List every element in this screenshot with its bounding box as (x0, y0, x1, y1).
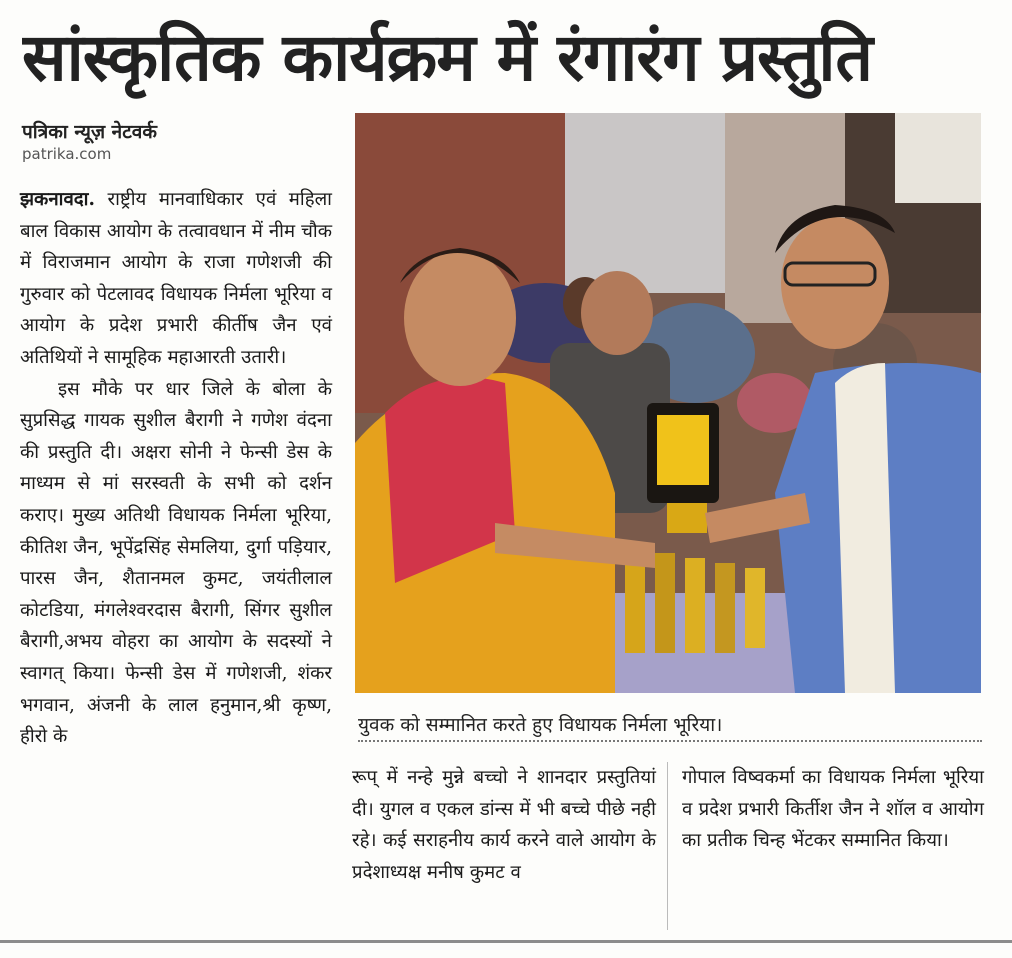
article-paragraph-1 (20, 184, 332, 374)
news-photo (355, 113, 981, 693)
headline: सांस्कृतिक कार्यक्रम में रंगारंग प्रस्तुति (22, 19, 873, 96)
article-column-middle (352, 762, 656, 888)
article-paragraph-2: इस मौके पर धार जिले के बोला के सुप्रसिद्ध गायक सुशील बैरागी ने गणेश वंदना की प्रस्तुति दी। अक्षरा सोनी ने फेन्सी डेस के माध्यम से मां सरस्वती के सभी को दर्शन कराए। मुख्य अतिथी विधायक निर्मला भूरिया, कीतिश जैन, भूपेंद्रसिंह सेमलिया, दुर्गा पड़ियार, पारस जैन, शैतानमल कुमट, जयंतीलाल कोटडिया, मंगलेश्वरदास बैरागी, सिंगर सुशील बैरागी,अभय वोहरा का आयोग के सदस्यों ने स्वागत् किया। फेन्सी डेस में गणेशजी, शंकर भगवान, अंजनी के लाल हनुमान,श्री कृष्ण, हीरो के (20, 378, 332, 748)
article-column-left (20, 184, 332, 753)
byline-site: patrika.com (22, 145, 112, 163)
photo-illustration (355, 113, 981, 693)
column-divider (667, 762, 668, 930)
byline-source: पत्रिका न्यूज़ नेटवर्क (22, 121, 157, 143)
column-middle-text: रूप् में नन्हे मुन्ने बच्चो ने शानदार प्रस्तुतियां दी। युगल व एकल डांन्स में भी बच्चे पीछे नही रहे। कई सराहनीय कार्य करने वाले आयोग के प्रदेशाध्यक्ष मनीष कुमट व (352, 767, 656, 883)
bottom-rule (0, 940, 1012, 943)
photo-caption: युवक को सम्मानित करते हुए विधायक निर्मला भूरिया। (358, 710, 982, 742)
column-right-text: गोपाल विष्वकर्मा का विधायक निर्मला भूरिया व प्रदेश प्रभारी किर्तीश जैन ने शॉल व आयोग का प्रतीक चिन्ह भेंटकर सम्मानित किया। (682, 767, 984, 852)
dateline: झकनावदा. (20, 189, 95, 210)
article-column-right (682, 762, 984, 857)
paragraph-1-text: राष्ट्रीय मानवाधिकार एवं महिला बाल विकास आयोग के तत्वावधान में नीम चौक में विराजमान आयोग के राजा गणेशजी की गुरुवार को पेटलावद विधायक निर्मला भूरिया व आयोग के प्रदेश प्रभारी कीर्तीष जैन एवं अतिथियों ने सामूहिक महाआरती उतारी। (20, 189, 332, 368)
byline (22, 120, 342, 164)
